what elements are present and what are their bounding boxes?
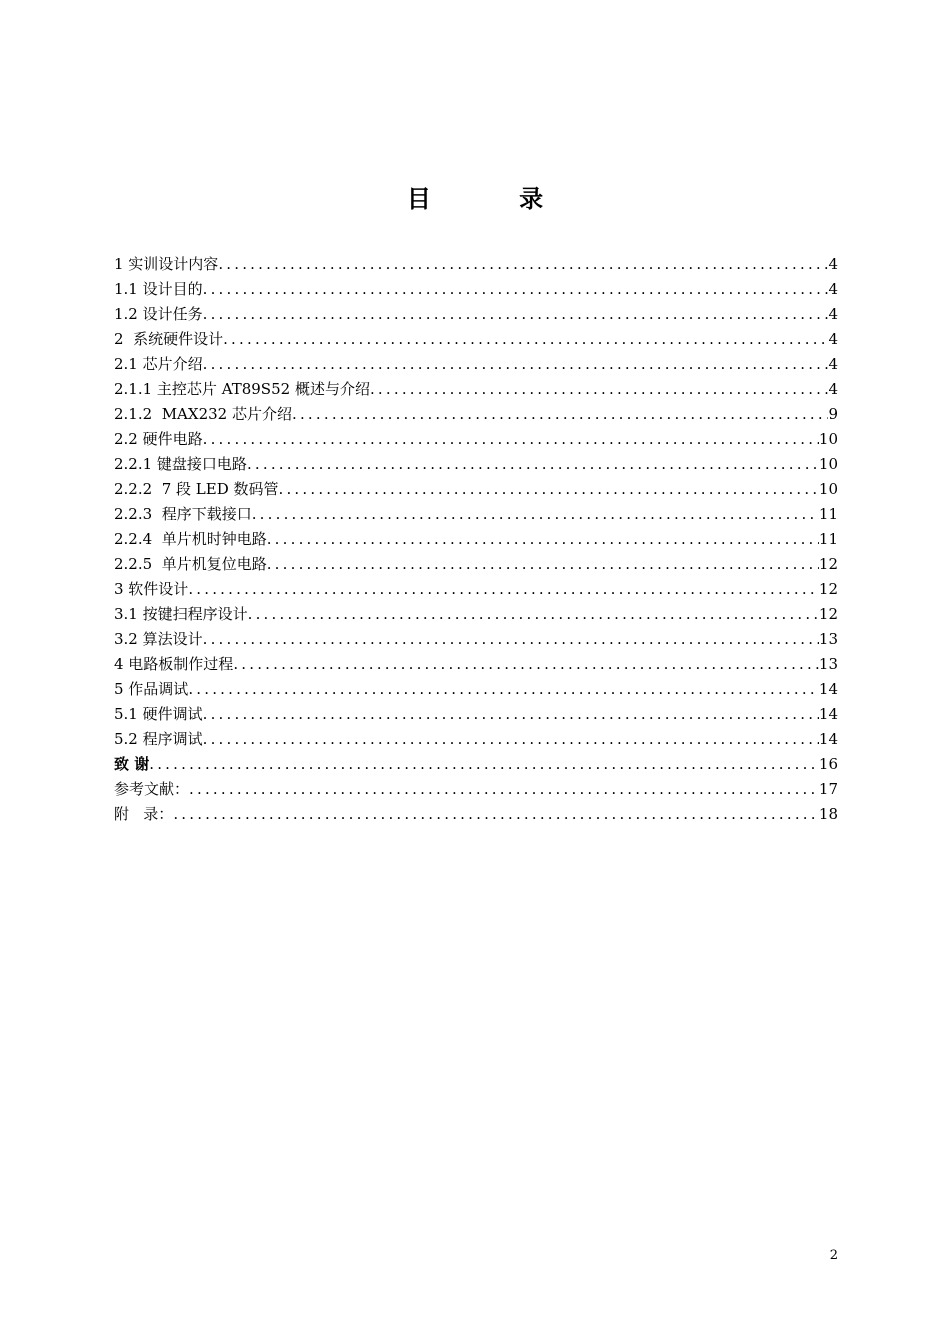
toc-entry-page: 4 [828, 255, 838, 273]
toc-entry-page: 16 [818, 755, 838, 773]
toc-entry-label: 3 软件设计 [114, 580, 189, 598]
toc-entry-page: 10 [818, 430, 838, 448]
toc-dot-leader [173, 802, 819, 827]
toc-entry-page: 4 [828, 305, 838, 323]
toc-entry-page: 10 [818, 480, 838, 498]
toc-entry[interactable] [114, 377, 838, 402]
toc-list [114, 252, 838, 827]
toc-dot-leader [267, 527, 819, 552]
toc-entry[interactable] [114, 577, 838, 602]
toc-entry-label: 2.1 芯片介绍 [114, 355, 203, 373]
toc-entry-label: 2 系统硬件设计 [114, 330, 224, 348]
page-number: 2 [829, 1248, 838, 1263]
toc-dot-leader [203, 302, 829, 327]
toc-entry-page: 17 [818, 780, 838, 798]
toc-entry-label: 4 电路板制作过程 [114, 655, 234, 673]
toc-entry-label: 2.2.1 键盘接口电路 [114, 455, 247, 473]
toc-entry-label: 5 作品调试 [114, 680, 189, 698]
toc-dot-leader [247, 452, 819, 477]
toc-dot-leader [370, 377, 829, 402]
toc-dot-leader [188, 577, 819, 602]
toc-entry-page: 9 [828, 405, 838, 423]
toc-dot-leader [233, 652, 819, 677]
toc-entry[interactable] [114, 402, 838, 427]
toc-entry-page: 4 [828, 380, 838, 398]
toc-entry-label: 2.1.2 MAX232 芯片介绍 [114, 405, 292, 423]
toc-entry[interactable] [114, 777, 838, 802]
toc-entry[interactable] [114, 602, 838, 627]
toc-entry[interactable] [114, 502, 838, 527]
toc-entry-label: 3.2 算法设计 [114, 630, 203, 648]
toc-entry[interactable] [114, 302, 838, 327]
toc-entry[interactable] [114, 427, 838, 452]
toc-dot-leader [203, 427, 819, 452]
toc-entry[interactable] [114, 327, 838, 352]
toc-dot-leader [203, 352, 829, 377]
toc-entry[interactable] [114, 452, 838, 477]
toc-dot-leader [223, 327, 828, 352]
toc-entry-label: 2.1.1 主控芯片 AT89S52 概述与介绍 [114, 380, 370, 398]
toc-entry[interactable] [114, 477, 838, 502]
toc-entry-page: 12 [818, 555, 838, 573]
toc-dot-leader [203, 627, 819, 652]
toc-dot-leader [149, 752, 819, 777]
toc-entry-label: 附 录： [114, 805, 174, 823]
toc-entry[interactable] [114, 627, 838, 652]
toc-entry[interactable] [114, 802, 838, 827]
toc-dot-leader [203, 727, 819, 752]
toc-entry-label: 2.2 硬件电路 [114, 430, 203, 448]
toc-dot-leader [189, 777, 819, 802]
toc-entry[interactable] [114, 752, 838, 777]
toc-entry-page: 12 [818, 605, 838, 623]
toc-entry-label: 1.1 设计目的 [114, 280, 203, 298]
toc-entry-page: 14 [818, 680, 838, 698]
toc-entry[interactable] [114, 527, 838, 552]
toc-entry-page: 11 [818, 505, 838, 523]
toc-entry-label: 参考文献： [114, 780, 190, 798]
toc-dot-leader [267, 552, 819, 577]
toc-entry[interactable] [114, 252, 838, 277]
toc-title: 目 录 [406, 185, 584, 213]
toc-entry[interactable] [114, 352, 838, 377]
toc-entry-page: 10 [818, 455, 838, 473]
toc-entry[interactable] [114, 652, 838, 677]
toc-entry-label: 2.2.5 单片机复位电路 [114, 555, 267, 573]
toc-entry-page: 14 [818, 730, 838, 748]
toc-entry-page: 4 [828, 355, 838, 373]
toc-dot-leader [292, 402, 828, 427]
toc-entry-label: 1 实训设计内容 [114, 255, 219, 273]
toc-dot-leader [279, 477, 819, 502]
toc-entry-label: 1.2 设计任务 [114, 305, 203, 323]
toc-dot-leader [203, 277, 829, 302]
toc-entry-page: 4 [828, 330, 838, 348]
toc-entry-page: 11 [818, 530, 838, 548]
toc-dot-leader [188, 677, 819, 702]
toc-dot-leader [248, 602, 819, 627]
toc-entry[interactable] [114, 727, 838, 752]
toc-dot-leader [252, 502, 819, 527]
toc-entry[interactable] [114, 552, 838, 577]
toc-entry-page: 18 [818, 805, 838, 823]
toc-entry-label: 2.2.2 7 段 LED 数码管 [114, 480, 279, 498]
toc-entry-page: 12 [818, 580, 838, 598]
toc-entry-page: 4 [828, 280, 838, 298]
toc-entry[interactable] [114, 277, 838, 302]
toc-entry[interactable] [114, 702, 838, 727]
toc-entry-label: 3.1 按键扫程序设计 [114, 605, 248, 623]
toc-entry-page: 13 [818, 655, 838, 673]
toc-entry-page: 14 [818, 705, 838, 723]
toc-entry[interactable] [114, 677, 838, 702]
toc-entry-label: 2.2.4 单片机时钟电路 [114, 530, 267, 548]
toc-entry-label: 5.1 硬件调试 [114, 705, 203, 723]
toc-entry-page: 13 [818, 630, 838, 648]
toc-entry-label: 5.2 程序调试 [114, 730, 203, 748]
toc-entry-label: 2.2.3 程序下载接口 [114, 505, 252, 523]
toc-entry-label: 致 谢 [114, 755, 150, 773]
toc-dot-leader [218, 252, 828, 277]
toc-dot-leader [203, 702, 819, 727]
